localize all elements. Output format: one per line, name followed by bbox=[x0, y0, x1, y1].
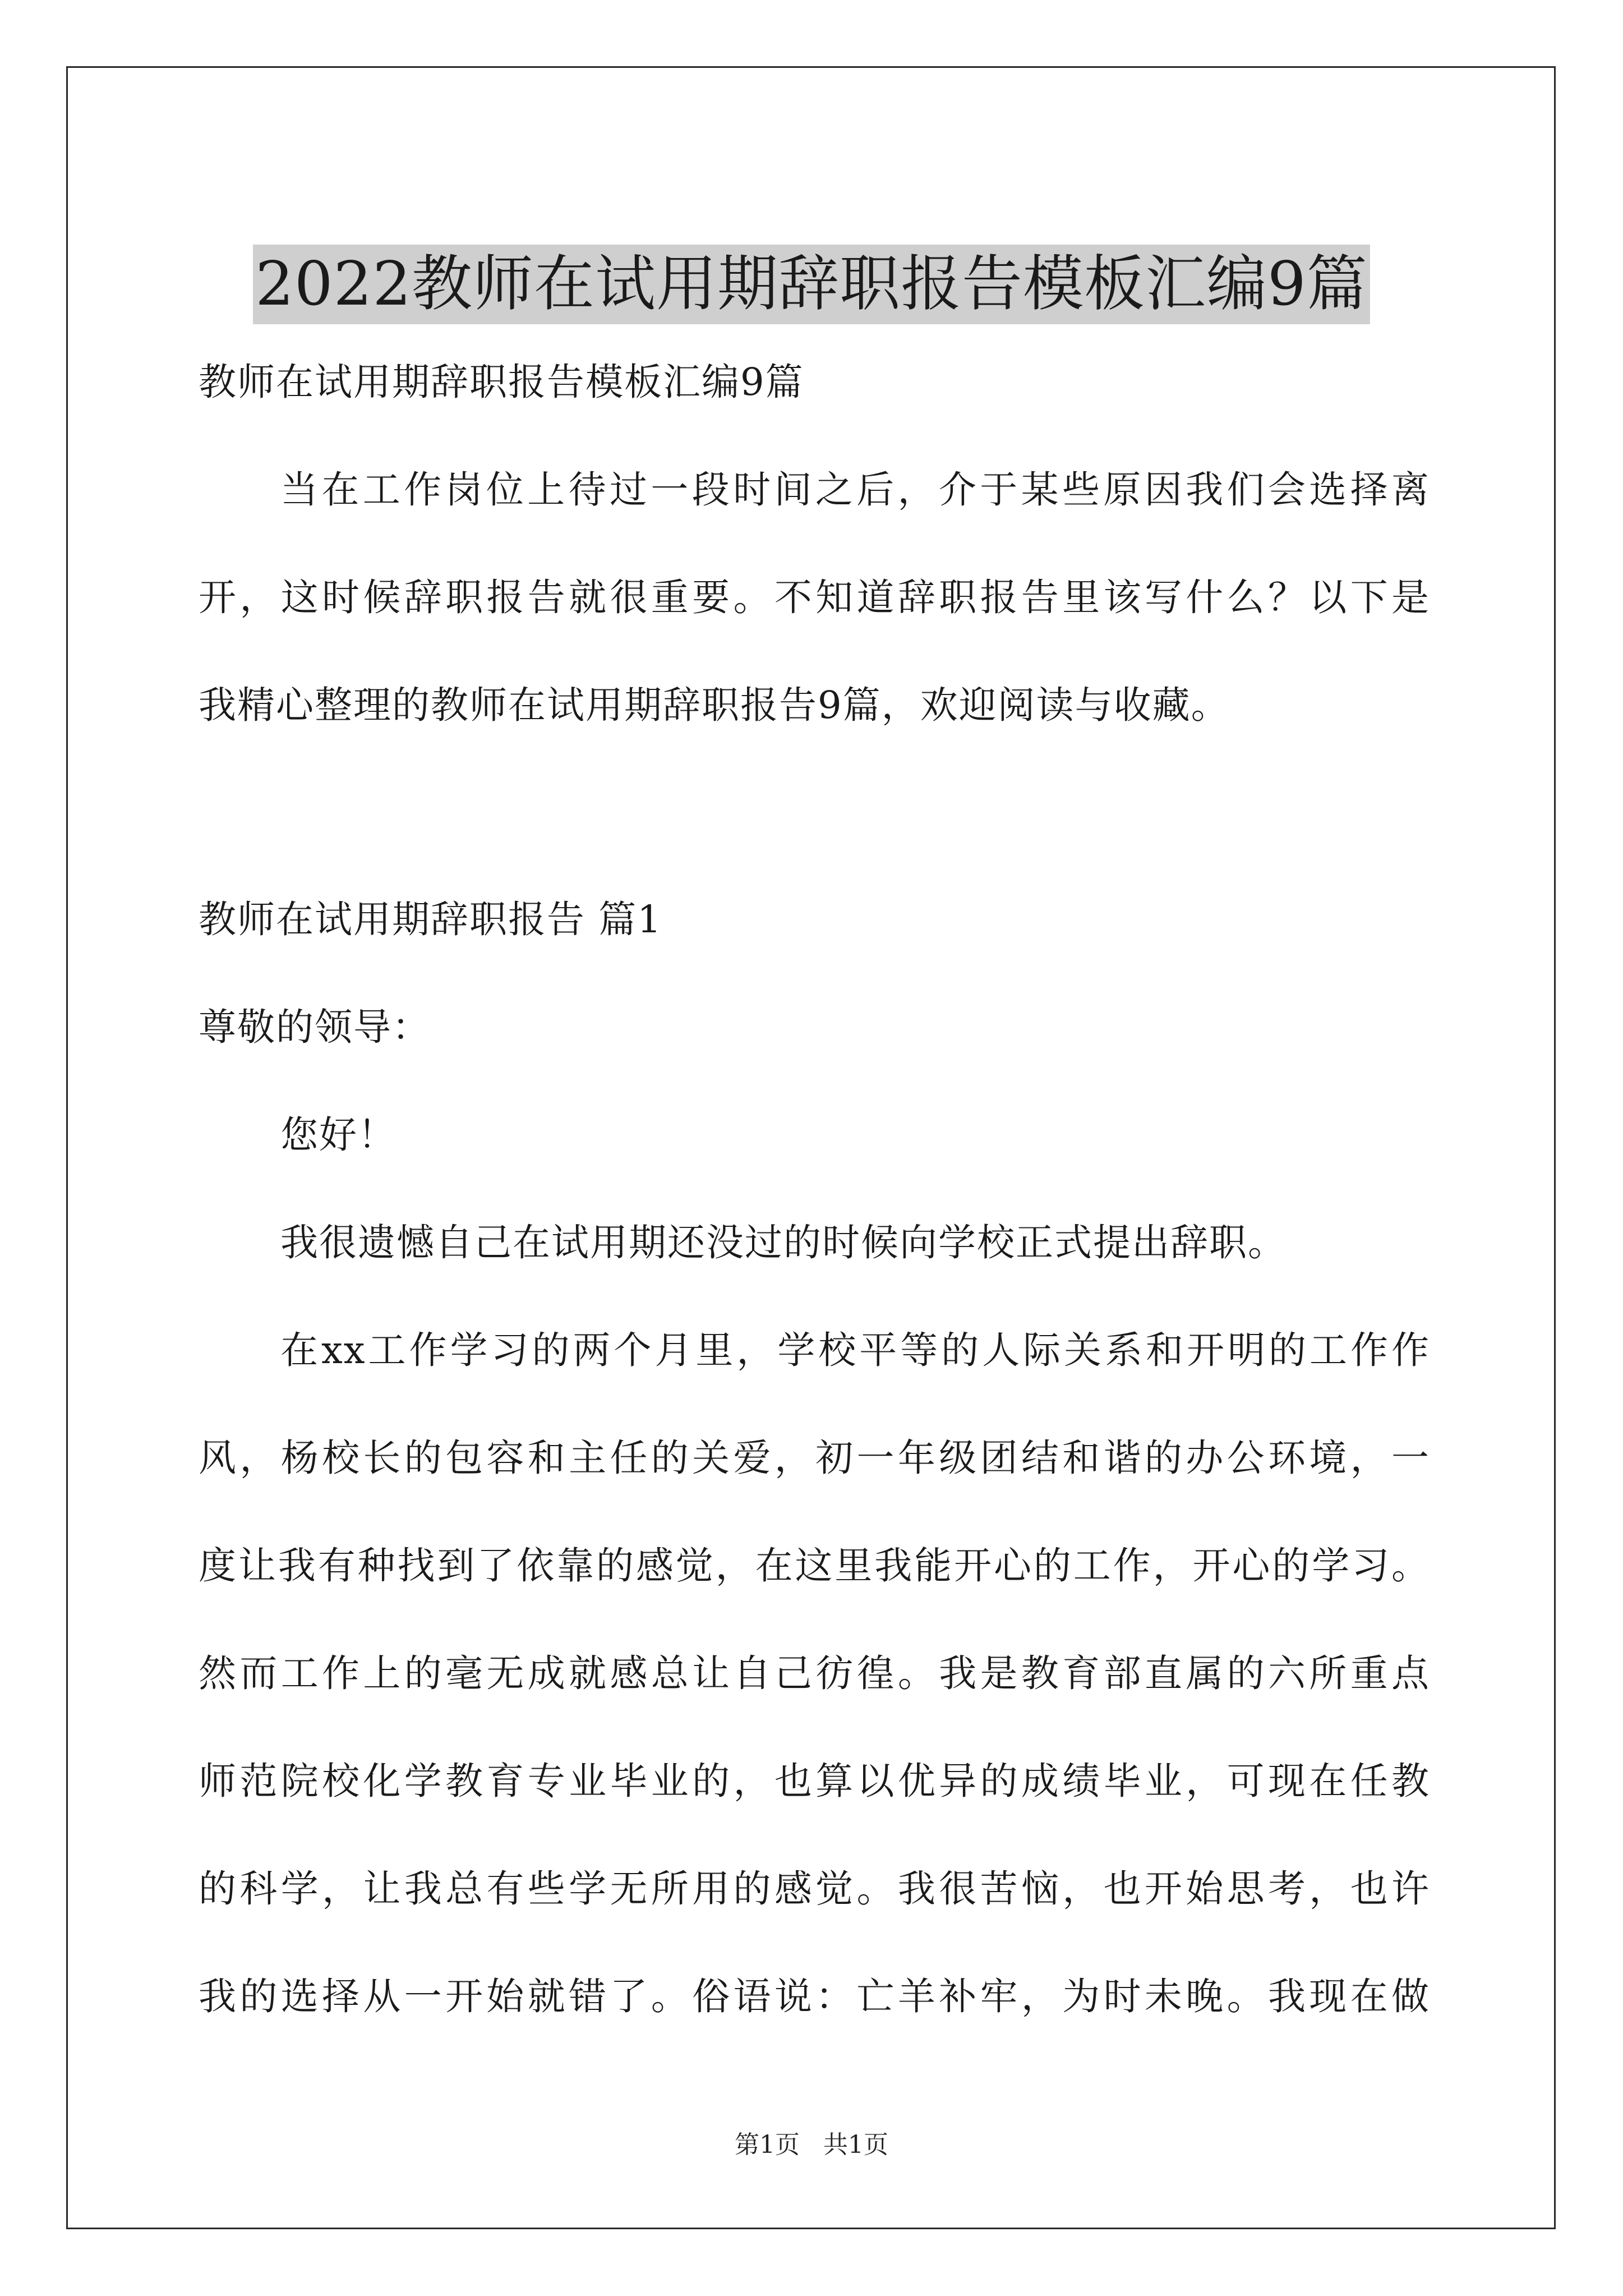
greeting: 您好！ bbox=[280, 1113, 396, 1157]
paragraph-2-line-2: 风，杨校长的包容和主任的关爱，初一年级团结和谐的办公环境，一 bbox=[199, 1436, 1430, 1480]
paragraph-2-line-5: 师范院校化学教育专业毕业的，也算以优异的成绩毕业，可现在任教 bbox=[199, 1759, 1430, 1803]
document-subtitle: 教师在试用期辞职报告模板汇编9篇 bbox=[199, 360, 804, 404]
document-title: 2022教师在试用期辞职报告模板汇编9篇 bbox=[253, 245, 1370, 324]
paragraph-1: 我很遗憾自己在试用期还没过的时候向学校正式提出辞职。 bbox=[280, 1221, 1287, 1264]
page-number-total: 共1页 bbox=[823, 2131, 888, 2159]
title-wrap bbox=[0, 204, 1623, 365]
paragraph-2-line-7: 我的选择从一开始就错了。俗语说：亡羊补牢，为时未晚。我现在做 bbox=[199, 1975, 1430, 2018]
intro-line-2: 开，这时候辞职报告就很重要。不知道辞职报告里该写什么？以下是 bbox=[199, 576, 1430, 619]
paragraph-2-line-4: 然而工作上的毫无成就感总让自己彷徨。我是教育部直属的六所重点 bbox=[199, 1651, 1430, 1695]
intro-line-1: 当在工作岗位上待过一段时间之后，介于某些原因我们会选择离 bbox=[280, 468, 1430, 512]
page-number-current: 第1页 bbox=[735, 2131, 800, 2159]
salutation: 尊敬的领导： bbox=[199, 1005, 431, 1049]
section-heading: 教师在试用期辞职报告 篇1 bbox=[199, 898, 662, 941]
intro-line-3: 我精心整理的教师在试用期辞职报告9篇，欢迎阅读与收藏。 bbox=[199, 683, 1230, 727]
paragraph-2-line-6: 的科学，让我总有些学无所用的感觉。我很苦恼，也开始思考，也许 bbox=[199, 1867, 1430, 1911]
paragraph-2-line-3: 度让我有种找到了依靠的感觉，在这里我能开心的工作，开心的学习。 bbox=[199, 1544, 1430, 1588]
paragraph-2-line-1: 在xx工作学习的两个月里，学校平等的人际关系和开明的工作作 bbox=[280, 1328, 1430, 1372]
page-footer bbox=[0, 2128, 1623, 2162]
